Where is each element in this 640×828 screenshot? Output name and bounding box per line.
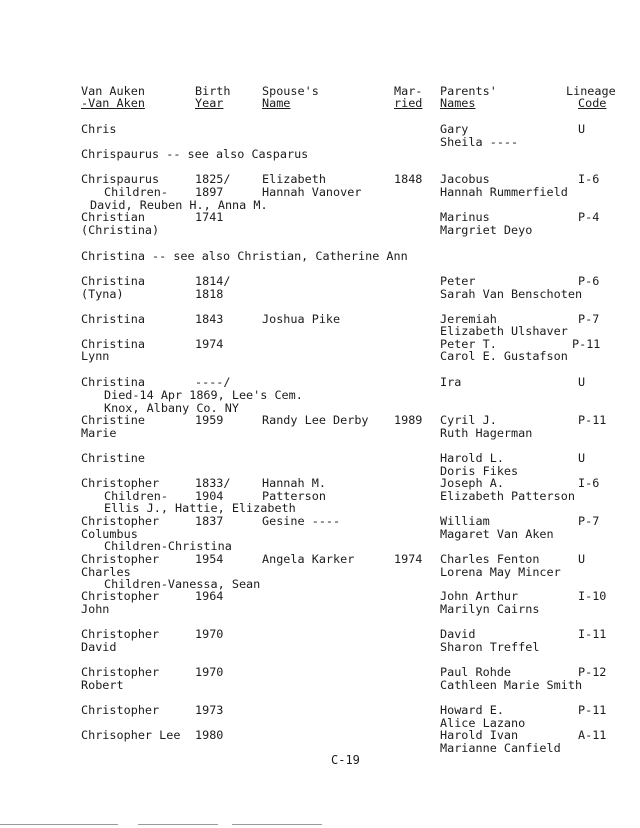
entry-name: Christopher — [81, 703, 160, 717]
entry-line — [0, 427, 640, 440]
entry-cross-reference — [0, 148, 640, 161]
entry-birth: 1814/ — [195, 274, 231, 288]
entry-name: Christina — [81, 312, 145, 326]
entry-name: Charles — [81, 565, 131, 579]
entry-parents: Joseph A. — [440, 476, 504, 490]
header-van-aken: -Van Aken — [81, 96, 145, 110]
entry-birth: 1974 — [195, 337, 224, 351]
entry-line — [0, 742, 640, 755]
entry-code: P-7 — [578, 312, 600, 326]
entry-parents: Elizabeth Patterson — [440, 489, 575, 503]
entry-parents: William — [440, 514, 490, 528]
entry-parents: Sheila ---- — [440, 135, 519, 149]
entry-name: Christopher — [81, 589, 160, 603]
scan-edge-mark — [232, 824, 322, 825]
header-parents: Parents' — [440, 84, 497, 98]
entry-parents: Jeremiah — [440, 312, 497, 326]
entry-birth: 1959 — [195, 413, 224, 427]
entry-name: Marie — [81, 426, 117, 440]
entry-code: U — [578, 375, 586, 389]
entry-code: I-11 — [578, 627, 607, 641]
entry-parents: Harold Ivan — [440, 728, 519, 742]
entry-code: P-11 — [578, 703, 607, 717]
entry-spouse: Gesine ---- — [262, 514, 341, 528]
entry-married: 1974 — [394, 552, 423, 566]
entry-parents: Marianne Canfield — [440, 741, 561, 755]
entry-line — [0, 603, 640, 616]
entry-name: (Tyna) — [81, 287, 124, 301]
entry-birth: 1825/ — [195, 172, 231, 186]
entry-note: Children-Vanessa, Sean — [104, 577, 261, 591]
entry-line — [0, 704, 640, 717]
entry-parents: Charles Fenton — [440, 552, 540, 566]
entry-parents: Ruth Hagerman — [440, 426, 533, 440]
entry-name: Christopher — [81, 627, 160, 641]
header-code: Code — [578, 96, 607, 110]
entry-name: Christine — [81, 451, 145, 465]
entry-code: I-6 — [578, 172, 600, 186]
entry-parents: Peter — [440, 274, 476, 288]
entry-code: P-6 — [578, 274, 600, 288]
header-year: Year — [195, 96, 224, 110]
entry-birth: 1954 — [195, 552, 224, 566]
header-spouses: Spouse's — [262, 84, 319, 98]
entry-note: Knox, Albany Co. NY — [104, 401, 239, 415]
entry-parents: Marilyn Cairns — [440, 602, 540, 616]
entry-code: P-7 — [578, 514, 600, 528]
entry-birth: 1741 — [195, 210, 224, 224]
entry-name: Christina -- see also Christian, Catherine Ann — [81, 249, 408, 263]
entry-spouse: Angela Karker — [262, 552, 355, 566]
entry-birth: 1818 — [195, 287, 224, 301]
entry-name: Children- — [104, 489, 168, 503]
entry-birth: 1897 — [195, 185, 224, 199]
entry-birth: 1843 — [195, 312, 224, 326]
entry-parents: Gary — [440, 122, 469, 136]
entry-line — [0, 679, 640, 692]
entry-birth: 1973 — [195, 703, 224, 717]
entry-parents: David — [440, 627, 476, 641]
entry-name: Chrispaurus -- see also Casparus — [81, 147, 309, 161]
entry-parents: Sharon Treffel — [440, 640, 540, 654]
header-birth: Birth — [195, 84, 231, 98]
entry-spouse: Hannah Vanover — [262, 185, 362, 199]
entry-name: John — [81, 602, 110, 616]
entry-name: Christopher — [81, 665, 160, 679]
page-number: C-19 — [331, 753, 360, 767]
entry-parents: Paul Rohde — [440, 665, 512, 679]
entry-parents: Elizabeth Ulshaver — [440, 324, 568, 338]
entry-name: David — [81, 640, 117, 654]
entry-name: Christine — [81, 413, 145, 427]
scan-edge-mark — [138, 824, 218, 825]
entry-birth: 1970 — [195, 665, 224, 679]
entry-name: Christopher — [81, 476, 160, 490]
entry-parents: Carol E. Gustafson — [440, 349, 568, 363]
entry-line — [0, 452, 640, 465]
entry-code: P-11 — [578, 413, 607, 427]
entry-code: U — [578, 451, 586, 465]
header-name: Name — [262, 96, 291, 110]
entry-line — [0, 376, 640, 389]
entry-line — [0, 641, 640, 654]
entry-code: U — [578, 552, 586, 566]
entry-parents: Marinus — [440, 210, 490, 224]
header-van-auken: Van Auken — [81, 84, 145, 98]
entry-note: Children-Christina — [104, 539, 232, 553]
entry-name: David, Reuben H., Anna M. — [90, 198, 268, 212]
entry-married: 1848 — [394, 172, 423, 186]
entry-name: Chris — [81, 122, 117, 136]
header-names: Names — [440, 96, 476, 110]
entry-code: P-12 — [578, 665, 607, 679]
entry-parents: Cathleen Marie Smith — [440, 678, 583, 692]
entry-name: Lynn — [81, 349, 110, 363]
entry-name: Christopher — [81, 552, 160, 566]
entry-line — [0, 350, 640, 363]
entry-name: Christina — [81, 337, 145, 351]
entry-parents: Sarah Van Benschoten — [440, 287, 583, 301]
entry-code: I-10 — [578, 589, 607, 603]
entry-married: 1989 — [394, 413, 423, 427]
entry-spouse: Randy Lee Derby — [262, 413, 369, 427]
entry-line — [0, 288, 640, 301]
entry-birth: 1980 — [195, 728, 224, 742]
entry-parents: Howard E. — [440, 703, 504, 717]
header-row-2 — [0, 97, 640, 110]
entry-parents: Lorena May Mincer — [440, 565, 561, 579]
entry-parents: Margriet Deyo — [440, 223, 533, 237]
header-ried: ried — [394, 96, 423, 110]
entry-birth: 1904 — [195, 489, 224, 503]
entry-birth: 1837 — [195, 514, 224, 528]
entry-spouse: Joshua Pike — [262, 312, 341, 326]
entry-spouse: Hannah M. — [262, 476, 326, 490]
entry-note: Died-14 Apr 1869, Lee's Cem. — [104, 388, 303, 402]
header-lineage: Lineage — [566, 84, 616, 98]
scan-edge-mark — [0, 824, 118, 825]
entry-parents: Doris Fikes — [440, 464, 519, 478]
entry-name: Robert — [81, 678, 124, 692]
entry-parents: Cyril J. — [440, 413, 497, 427]
entry-parents: Peter T. — [440, 337, 497, 351]
entry-parents: John Arthur — [440, 589, 519, 603]
entry-spouse: Patterson — [262, 489, 326, 503]
entry-parents: Magaret Van Aken — [440, 527, 554, 541]
entry-parents: Jacobus — [440, 172, 490, 186]
entry-code: A-11 — [578, 728, 607, 742]
entry-line — [0, 224, 640, 237]
entry-name: Chrisopher Lee — [81, 728, 181, 742]
entry-note: Ellis J., Hattie, Elizabeth — [104, 501, 296, 515]
entry-parents: Harold L. — [440, 451, 504, 465]
entry-code: P-4 — [578, 210, 600, 224]
entry-cross-reference — [0, 250, 640, 263]
entry-name: Christopher — [81, 514, 160, 528]
entry-birth: 1964 — [195, 589, 224, 603]
entry-line — [0, 389, 640, 402]
entry-name: Columbus — [81, 527, 138, 541]
entry-parents: Ira — [440, 375, 462, 389]
entry-name: Christian — [81, 210, 145, 224]
entry-name: Christina — [81, 375, 145, 389]
entry-birth: 1833/ — [195, 476, 231, 490]
entry-birth: ----/ — [195, 375, 231, 389]
entry-name: Christina — [81, 274, 145, 288]
entry-name: Children- — [104, 185, 168, 199]
entry-code: U — [578, 122, 586, 136]
entry-code: I-6 — [578, 476, 600, 490]
entry-name: (Christina) — [81, 223, 160, 237]
entry-code: P-11 — [572, 337, 601, 351]
entry-parents: Alice Lazano — [440, 716, 526, 730]
entry-spouse: Elizabeth — [262, 172, 326, 186]
entry-birth: 1970 — [195, 627, 224, 641]
entry-parents: Hannah Rummerfield — [440, 185, 568, 199]
entry-line — [0, 123, 640, 136]
entry-name: Chrispaurus — [81, 172, 160, 186]
header-mar: Mar- — [394, 84, 423, 98]
